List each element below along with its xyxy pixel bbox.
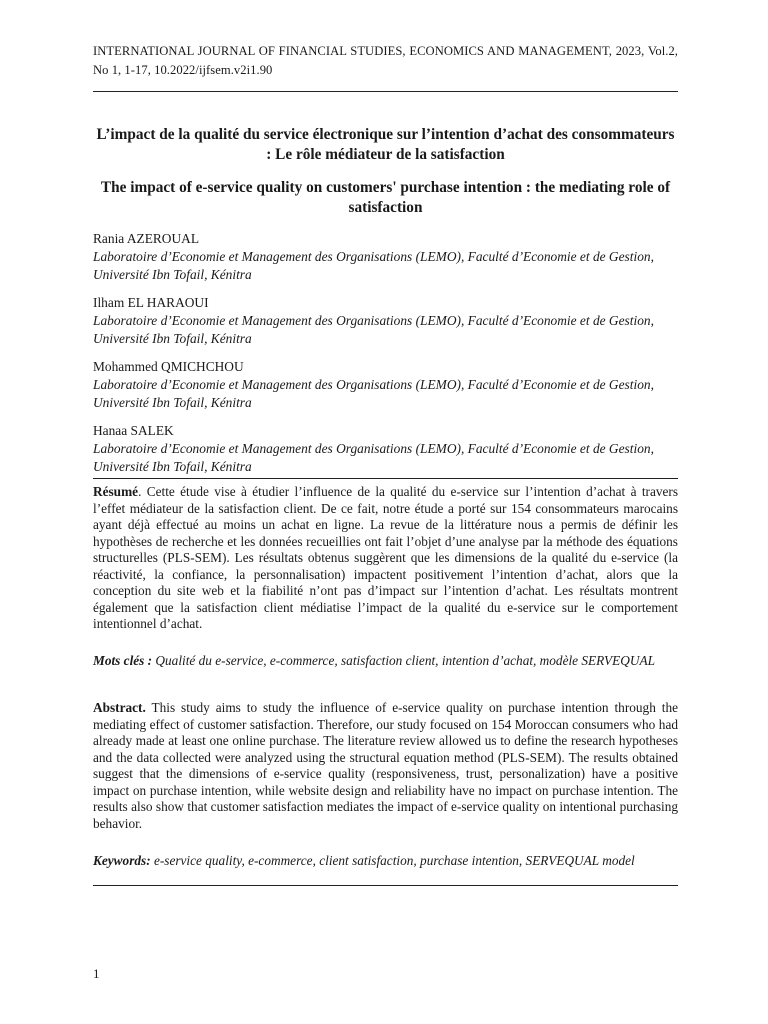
resume-paragraph [93,484,678,633]
abstract-label: Abstract. [93,700,146,715]
title-english: The impact of e-service quality on customers' purchase intention : the mediating role of satisfaction [100,179,671,216]
header-divider [93,91,678,92]
journal-header: INTERNATIONAL JOURNAL OF FINANCIAL STUDIES, ECONOMICS AND MANAGEMENT, 2023, Vol.2, No 1, 1-17, 10.2022/ijfsem.v2i1.90 [93,44,678,77]
author-name: Rania AZEROUAL [93,231,199,246]
resume-text: . Cette étude vise à étudier l’influence de la qualité du e-service sur l’intention d’achat à travers l’effet médiateur de la satisfaction client. De ce fait, notre étude a porté sur 154 consommateurs marocains ayant déjà effectué au moins un achat en ligne. La revue de la littérature nous a permis de définir les hypothèses de recherche et les données recueillies ont fait l’objet d’une analyse par la méthode des équations structurelles (PLS-SEM). Les résultats obtenus suggèrent que les dimensions de la qualité du e-service (la réactivité, la confiance, la personnalisation) impactent positivement l’intention d’achat, alors que la conception du site web et la fiabilité n’ont pas d’impact sur l’intention d’achat. Les résultats montrent également que la satisfaction client médiatise l’impact de la qualité du e-service sur le comportement intentionnel d’achat. [93,484,678,631]
author-block [93,358,678,412]
mots-cles-label: Mots clés : [93,653,153,668]
author-name: Ilham EL HARAOUI [93,295,209,310]
author-block [93,230,678,284]
keywords-text: e-service quality, e-commerce, client satisfaction, purchase intention, SERVEQUAL model [150,853,635,868]
keywords-label: Keywords: [93,853,151,868]
title-french: L’impact de la qualité du service électronique sur l’intention d’achat des consommateurs : Le rôle médiateur de la satisfaction [96,126,675,163]
page-number: 1 [93,966,100,981]
author-name: Mohammed QMICHCHOU [93,359,244,374]
author-affiliation: Laboratoire d’Economie et Management des Organisations (LEMO), Faculté d’Economie et de Gestion, Université Ibn Tofail, Kénitra [93,441,654,474]
author-affiliation: Laboratoire d’Economie et Management des Organisations (LEMO), Faculté d’Economie et de Gestion, Université Ibn Tofail, Kénitra [93,249,654,282]
author-affiliation: Laboratoire d’Economie et Management des Organisations (LEMO), Faculté d’Economie et de Gestion, Université Ibn Tofail, Kénitra [93,313,654,346]
mots-cles-paragraph [93,653,678,670]
author-list [93,230,678,486]
resume-label: Résumé [93,484,139,499]
author-block [93,422,678,476]
abstract-paragraph [93,700,678,832]
keywords-paragraph [93,853,678,870]
abstract-text: This study aims to study the influence of e-service quality on purchase intention through the mediating effect of customer satisfaction. Therefore, our study focused on 154 Moroccan consumers who had already made at least one online purchase. The literature review allowed us to define the research hypotheses and the data collected were analyzed using the structural equation method (PLS-SEM). The results obtained suggest that the dimensions of e-service quality (responsiveness, trust, personalization) have a positive impact on purchase intention, while website design and reliability have no impact on purchase intention. The results also show that customer satisfaction mediates the impact of e-service quality on intentional purchasing behavior. [93,700,678,831]
author-affiliation: Laboratoire d’Economie et Management des Organisations (LEMO), Faculté d’Economie et de Gestion, Université Ibn Tofail, Kénitra [93,377,654,410]
author-block [93,294,678,348]
mots-cles-text: Qualité du e-service, e-commerce, satisfaction client, intention d’achat, modèle SERVEQUAL [152,653,656,668]
author-name: Hanaa SALEK [93,423,174,438]
